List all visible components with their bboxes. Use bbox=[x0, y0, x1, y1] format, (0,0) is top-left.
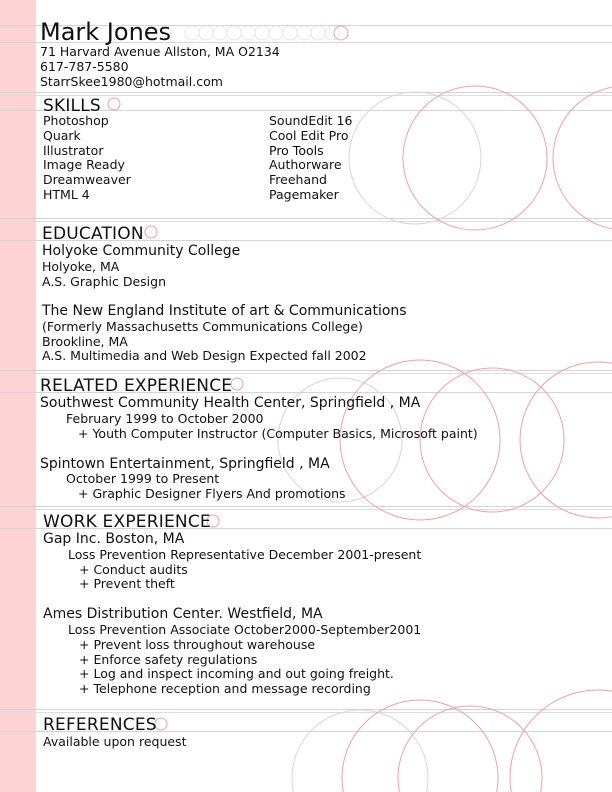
references-circle-gray bbox=[292, 710, 428, 792]
skills-column-1 bbox=[43, 114, 131, 203]
work-divider bbox=[0, 506, 612, 510]
skill-item: Photoshop bbox=[43, 113, 109, 128]
work-job-2-employer: Ames Distribution Center. Westfield, MA bbox=[43, 606, 323, 622]
skills-circle-pink-2 bbox=[553, 86, 612, 230]
school-1-degree: A.S. Graphic Design bbox=[42, 274, 167, 289]
related-job-1-duty: + Youth Computer Instructor (Computer Basics, Microsoft paint) bbox=[78, 426, 478, 441]
references-text: Available upon request bbox=[43, 734, 187, 749]
skill-item: Freehand bbox=[269, 172, 327, 188]
education-heading-circle bbox=[145, 226, 157, 238]
references-heading-circle bbox=[155, 718, 167, 730]
skill-item: Image Ready bbox=[43, 157, 125, 173]
work-job-2-duty: + Prevent loss throughout warehouse bbox=[79, 637, 316, 652]
pink-side-bar bbox=[0, 0, 36, 792]
references-heading: REFERENCES bbox=[43, 715, 157, 735]
related-job-2-duty: + Graphic Designer Flyers And promotions bbox=[78, 486, 346, 501]
school-2-location: Brookline, MA bbox=[42, 334, 128, 349]
school-1-location: Holyoke, MA bbox=[42, 259, 120, 274]
work-experience-heading: WORK EXPERIENCE bbox=[43, 512, 211, 532]
references-circle-pink-3 bbox=[510, 690, 612, 792]
references-divider bbox=[0, 709, 612, 713]
skills-circle-gray bbox=[349, 92, 481, 224]
school-2-former-name: (Formerly Massachusetts Communications College) bbox=[42, 319, 363, 334]
related-divider bbox=[0, 370, 612, 374]
work-job-2-duty: + Log and inspect incoming and out going freight. bbox=[79, 666, 394, 681]
header-circle-row bbox=[185, 26, 339, 40]
skill-item: Illustrator bbox=[43, 142, 104, 158]
phone-line: 617-787-5580 bbox=[40, 59, 129, 74]
skill-item: HTML 4 bbox=[43, 186, 90, 202]
related-experience-heading: RELATED EXPERIENCE bbox=[40, 376, 233, 396]
work-job-1-duty: + Prevent theft bbox=[79, 576, 175, 591]
skill-item: Pro Tools bbox=[269, 142, 324, 158]
related-job-1-dates: February 1999 to October 2000 bbox=[66, 411, 264, 426]
work-job-2-duty: + Telephone reception and message recording bbox=[79, 681, 371, 696]
skills-column-2 bbox=[269, 114, 352, 203]
skill-item: Dreamweaver bbox=[43, 172, 131, 188]
skills-heading: SKILLS bbox=[43, 96, 101, 116]
work-job-1-employer: Gap Inc. Boston, MA bbox=[43, 531, 185, 547]
skill-item: SoundEdit 16 bbox=[269, 113, 353, 128]
related-heading-circle bbox=[231, 378, 243, 390]
education-heading: EDUCATION bbox=[42, 224, 144, 244]
skill-item: Quark bbox=[43, 127, 81, 143]
skills-heading-circle bbox=[108, 98, 120, 110]
candidate-name: Mark Jones bbox=[40, 18, 172, 46]
related-circle-pink-3 bbox=[520, 362, 612, 518]
school-2-name: The New England Institute of art & Communications bbox=[42, 303, 407, 319]
work-job-1-role: Loss Prevention Representative December 2001-present bbox=[68, 547, 422, 562]
school-1-name: Holyoke Community College bbox=[42, 243, 241, 259]
related-job-2-employer: Spintown Entertainment, Springfield , MA bbox=[40, 456, 330, 472]
education-divider bbox=[0, 218, 612, 222]
header-end-circle bbox=[334, 26, 348, 40]
address-line: 71 Harvard Avenue Allston, MA O2134 bbox=[40, 44, 280, 59]
skill-item: Authorware bbox=[269, 157, 342, 173]
work-job-1-duty: + Conduct audits bbox=[79, 562, 188, 577]
email-line: StarrSkee1980@hotmail.com bbox=[40, 74, 223, 89]
work-job-2-duty: + Enforce safety regulations bbox=[79, 652, 258, 667]
school-2-degree: A.S. Multimedia and Web Design Expected fall 2002 bbox=[42, 348, 367, 363]
skill-item: Cool Edit Pro bbox=[269, 127, 349, 143]
related-job-1-employer: Southwest Community Health Center, Springfield , MA bbox=[40, 395, 421, 411]
skills-circle-pink-1 bbox=[403, 86, 547, 230]
related-job-2-dates: October 1999 to Present bbox=[66, 471, 220, 486]
skill-item: Pagemaker bbox=[269, 186, 339, 202]
references-circle-pink-1 bbox=[342, 700, 498, 792]
work-job-2-role: Loss Prevention Associate October2000-September2001 bbox=[68, 622, 422, 637]
references-circle-pink-2 bbox=[398, 706, 542, 792]
